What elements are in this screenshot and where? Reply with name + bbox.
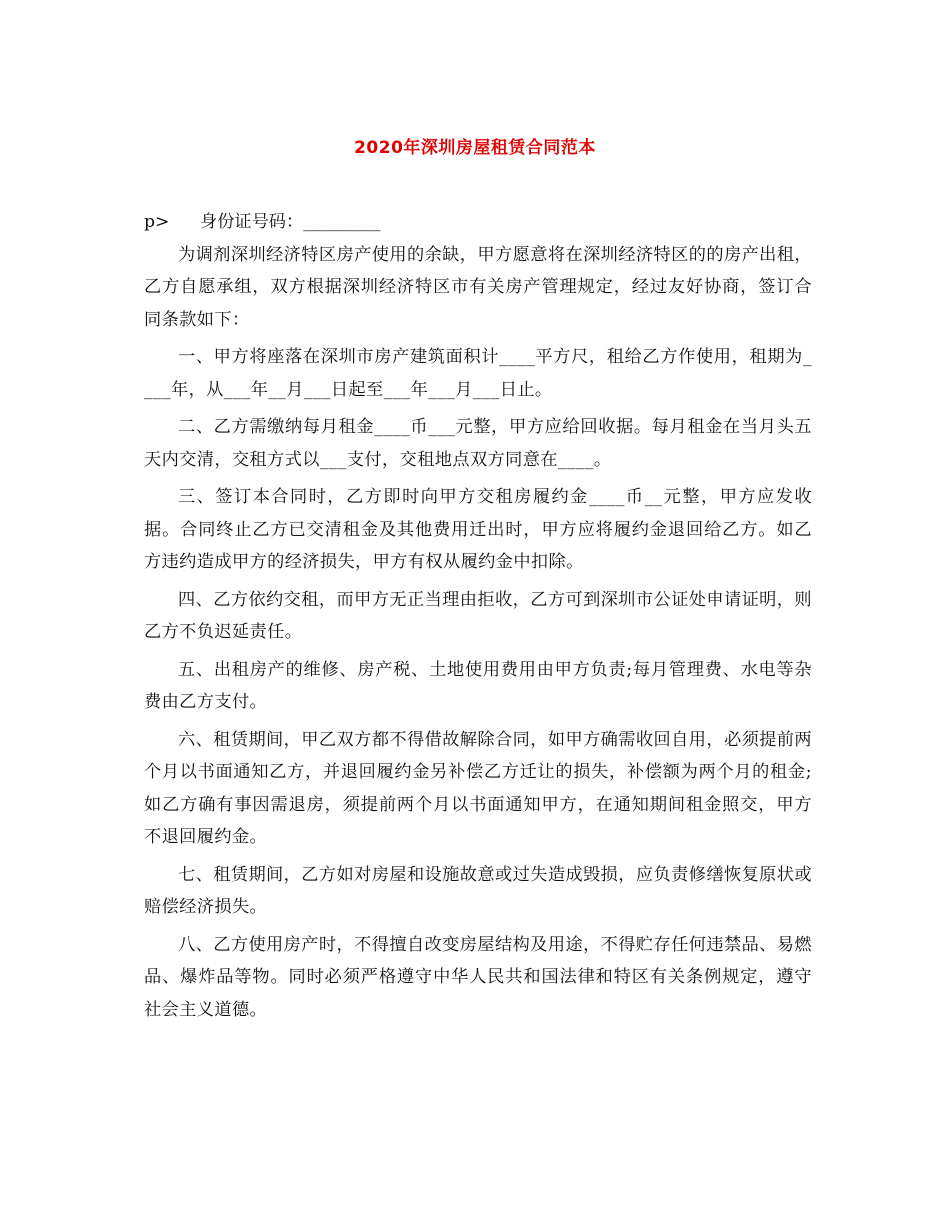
clause-1: 一、甲方将座落在深圳市房产建筑面积计____平方尺，租给乙方作使用，租期为____年，从___年__月___日起至___年___月___日止。 xyxy=(144,347,812,400)
clause-6: 六、租赁期间，甲乙双方都不得借故解除合同，如甲方确需收回自用，必须提前两个月以书面通知乙方，并退回履约金另补偿乙方迁让的损失，补偿额为两个月的租金;如乙方确有事因需退房，须提前两个月以书面通知甲方，在通知期间租金照交，甲方不退回履约金。 xyxy=(144,729,812,847)
id-number-line xyxy=(144,206,812,239)
intro-paragraph: 为调剂深圳经济特区房产使用的余缺，甲方愿意将在深圳经济特区的的房产出租，乙方自愿承组，双方根据深圳经济特区市有关房产管理规定，经过友好协商，签订合同条款如下： xyxy=(144,244,812,330)
document-body xyxy=(144,206,812,1031)
clause-4: 四、乙方依约交租，而甲方无正当理由拒收，乙方可到深圳市公证处申请证明，则乙方不负迟延责任。 xyxy=(144,589,812,642)
clause-2: 二、乙方需缴纳每月租金____币___元整，甲方应给回收据。每月租金在当月头五天内交清，交租方式以___支付，交租地点双方同意在____。 xyxy=(144,417,812,470)
clause-5: 五、出租房产的维修、房产税、土地使用费用由甲方负责;每月管理费、水电等杂费由乙方支付。 xyxy=(144,659,812,712)
document-title: 2020年深圳房屋租赁合同范本 xyxy=(354,138,596,158)
stray-prefix: p> xyxy=(144,212,170,232)
clause-7: 七、租赁期间，乙方如对房屋和设施故意或过失造成毁损，应负责修缮恢复原状或赔偿经济损失。 xyxy=(144,864,812,917)
clause-8: 八、乙方使用房产时，不得擅自改变房屋结构及用途，不得贮存任何违禁品、易燃品、爆炸品等物。同时必须严格遵守中华人民共和国法律和特区有关条例规定，遵守社会主义道德。 xyxy=(144,934,812,1020)
id-number-label: 身份证号码：_________ xyxy=(200,212,381,232)
clause-3: 三、签订本合同时，乙方即时向甲方交租房履约金____币__元整，甲方应发收据。合同终止乙方已交清租金及其他费用迁出时，甲方应将履约金退回给乙方。如乙方违约造成甲方的经济损失，甲方有权从履约金中扣除。 xyxy=(144,487,812,572)
